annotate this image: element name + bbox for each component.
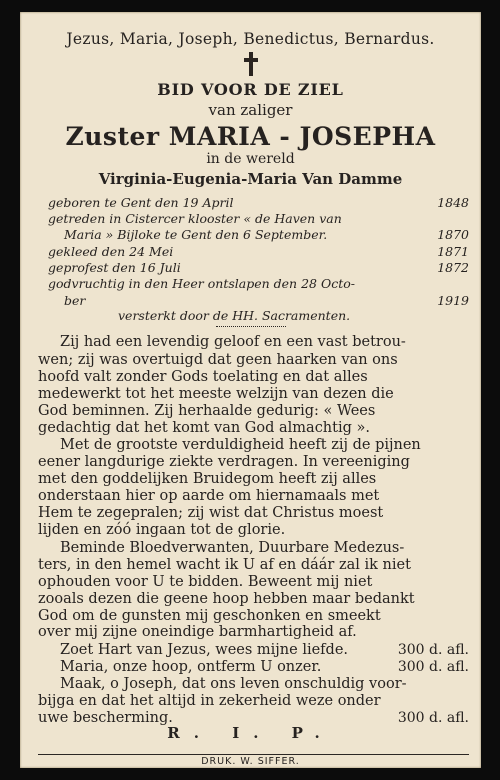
body-line: Zij had een levendig geloof en een vast betrou-	[60, 334, 406, 350]
date-line: Maria » Bijloke te Gent den 6 September.	[64, 227, 328, 242]
body-line: eener langdurige ziekte verdragen. In vereeniging	[38, 454, 410, 471]
invocation: Jezus, Maria, Joseph, Benedictus, Bernardus.	[66, 30, 435, 48]
date-line: godvruchtig in den Heer ontslapen den 28 Octo-	[48, 276, 355, 291]
body-line: God om de gunsten mij geschonken en smeekt	[38, 607, 381, 624]
prayer-line: Zoet Hart van Jezus, wees mijne liefde.	[60, 642, 349, 659]
body-line: Beminde Bloedverwanten, Duurbare Medezus-	[60, 539, 405, 556]
worldly-label: in de wereld	[206, 151, 295, 167]
date-year: 1848	[437, 195, 469, 210]
body-line: zooals dezen die geene hoop hebben maar bedankt	[38, 590, 415, 607]
prayer-line: Maak, o Joseph, dat ons leven onschuldig voor-	[60, 676, 407, 693]
prayer-line: Maria, onze hoop, ontferm U onzer.	[60, 659, 322, 676]
body-line: met den goddelijken Bruidegom heeft zij alles	[38, 471, 377, 488]
indulgence: 300 d. afl.	[397, 642, 469, 659]
prayer-line: bijga en dat het altijd in zekerheid weze onder	[38, 693, 381, 710]
date-year: 1919	[437, 293, 469, 308]
footer-block	[20, 12, 481, 768]
indulgence: 300 d. afl.	[397, 710, 469, 726]
body-line: God beminnen. Zij herhaalde gedurig: « Wees	[38, 402, 376, 419]
body-line: Met de grootste verduldigheid heeft zij de pijnen	[60, 437, 421, 454]
indulgence: 300 d. afl.	[397, 659, 469, 676]
sacraments-line: versterkt door de HH. Sacramenten.	[118, 308, 351, 323]
body-line: hoofd valt zonder Gods toelating en dat alles	[38, 368, 368, 385]
body-line: ters, in den hemel wacht ik U af en dáár zal ik niet	[38, 556, 411, 573]
body-line: Hem te zegepralen; zij wist dat Christus moest	[38, 505, 384, 522]
date-year: 1870	[437, 227, 469, 242]
date-line: geboren te Gent den 19 April	[48, 195, 234, 210]
rip-text: R. I. P.	[167, 724, 334, 742]
of-late-text: van zaliger	[208, 101, 293, 119]
body-line: medewerkt tot het meeste welzijn van dezen die	[38, 385, 394, 402]
body-line: lijden en zóó ingaan tot de glorie.	[38, 522, 286, 538]
date-year: 1871	[437, 244, 469, 259]
date-line: ber	[64, 293, 86, 308]
date-year: 1872	[437, 260, 469, 275]
body-line: wen; zij was overtuigd dat geen haarken van ons	[38, 351, 398, 368]
prayer-heading: BID VOOR DE ZIEL	[157, 80, 344, 99]
civil-name: Virginia-Eugenia-Maria Van Damme	[98, 170, 403, 188]
prayer-line: uwe bescherming.	[38, 710, 173, 726]
printer-credit: DRUK. W. SIFFER.	[201, 756, 300, 767]
date-line: gekleed den 24 Mei	[48, 244, 174, 259]
deceased-name: Zuster MARIA - JOSEPHA	[65, 122, 436, 151]
body-line: ophouden voor U te bidden. Beweent mij niet	[38, 573, 373, 590]
body-line: onderstaan hier op aarde om hiernamaals met	[38, 488, 380, 505]
date-line: geprofest den 16 Juli	[48, 260, 181, 275]
body-line: over mij zijne oneindige barmhartigheid af.	[38, 624, 357, 641]
body-line: gedachtig dat het komt van God almachtig ».	[38, 419, 370, 436]
date-line: getreden in Cistercer klooster « de Haven van	[48, 211, 342, 226]
